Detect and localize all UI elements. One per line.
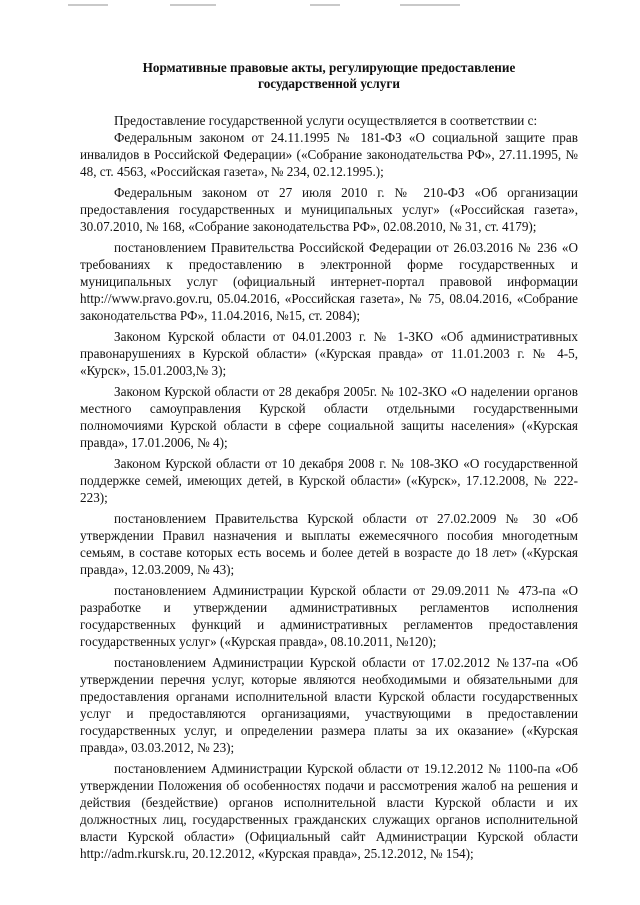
legal-act-kursk-law-102-zko: Законом Курской области от 28 декабря 2005г. № 102-ЗКО «О наделении органов местного самоуправления Курской области отдельными государственными полномочиями Курской области в сфере социальной защиты населения» («Курская правда», 17.01.2006, № 4);	[80, 384, 578, 450]
legal-act-kursk-decree-30: постановлением Правительства Курской области от 27.02.2009 № 30 «Об утверждении Правил назначения и выплаты ежемесячного пособия многодетным семьям, в составе которых есть восемь и более детей в возрасте до 18 лет» («Курская правда», 12.03.2009, № 43);	[80, 511, 578, 577]
title-line-1: Нормативные правовые акты, регулирующие предоставление	[142, 60, 516, 75]
legal-act-federal-law-210: Федеральным законом от 27 июля 2010 г. № 210-ФЗ «Об организации предоставления государственных и муниципальных услуг» («Российская газета», 30.07.2010, № 168, «Собрание законодательства РФ», 02.08.2010, № 31, ст. 4179);	[80, 185, 578, 234]
document-body	[80, 112, 578, 862]
legal-act-government-decree-236: постановлением Правительства Российской Федерации от 26.03.2016 № 236 «О требованиях к предоставлению в электронной форме государственных и муниципальных услуг (официальный интернет-портал правовой информации http://www.pravo.gov.ru, 05.04.2016, «Российская газета», № 75, 08.04.2016, «Собрание законодательства РФ», 11.04.2016, №15, ст. 2084);	[80, 240, 578, 323]
legal-act-kursk-decree-137: постановлением Администрации Курской области от 17.02.2012 №137-па «Об утверждении перечня услуг, которые являются необходимыми и обязательными для предоставления органами исполнительной власти Курской области государственных услуг и предоставляются организациями, участвующими в предоставлении государственных услуг, и определении размера платы за их оказание» («Курская правда», 03.03.2012, № 23);	[80, 655, 578, 755]
legal-act-federal-law-181: Федеральным законом от 24.11.1995 № 181-ФЗ «О социальной защите прав инвалидов в Российской Федерации» («Собрание законодательства РФ», 27.11.1995, № 48, ст. 4563, «Российская газета», № 234, 02.12.1995.);	[80, 130, 578, 179]
scan-artifact-marks	[0, 4, 640, 10]
legal-act-kursk-law-1-zko: Законом Курской области от 04.01.2003 г. № 1-ЗКО «Об административных правонарушениях в Курской области» («Курская правда» от 11.01.2003 г. № 4-5, «Курск», 15.01.2003,№ 3);	[80, 329, 578, 378]
intro-paragraph: Предоставление государственной услуги осуществляется в соответствии с:	[114, 113, 538, 128]
legal-act-kursk-law-108-zko: Законом Курской области от 10 декабря 2008 г. № 108-ЗКО «О государственной поддержке семей, имеющих детей, в Курской области» («Курск», 17.12.2008, № 222-223);	[80, 456, 578, 505]
legal-act-kursk-decree-1100: постановлением Администрации Курской области от 19.12.2012 № 1100-па «Об утверждении Положения об особенностях подачи и рассмотрения жалоб на решения и действия (бездействие) органов исполнительной власти Курской области и их должностных лиц, государственных гражданских служащих органов исполнительной власти Курской области» (Официальный сайт Администрации Курской области http://adm.rkursk.ru, 20.12.2012, «Курская правда», 25.12.2012, № 154);	[80, 761, 578, 861]
document-title	[80, 60, 578, 92]
legal-act-kursk-decree-473: постановлением Администрации Курской области от 29.09.2011 № 473-па «О разработке и утверждении административных регламентов исполнения государственных функций и административных регламентов предоставления государственных услуг» («Курская правда», 08.10.2011, №120);	[80, 583, 578, 649]
title-line-2: государственной услуги	[258, 76, 400, 91]
